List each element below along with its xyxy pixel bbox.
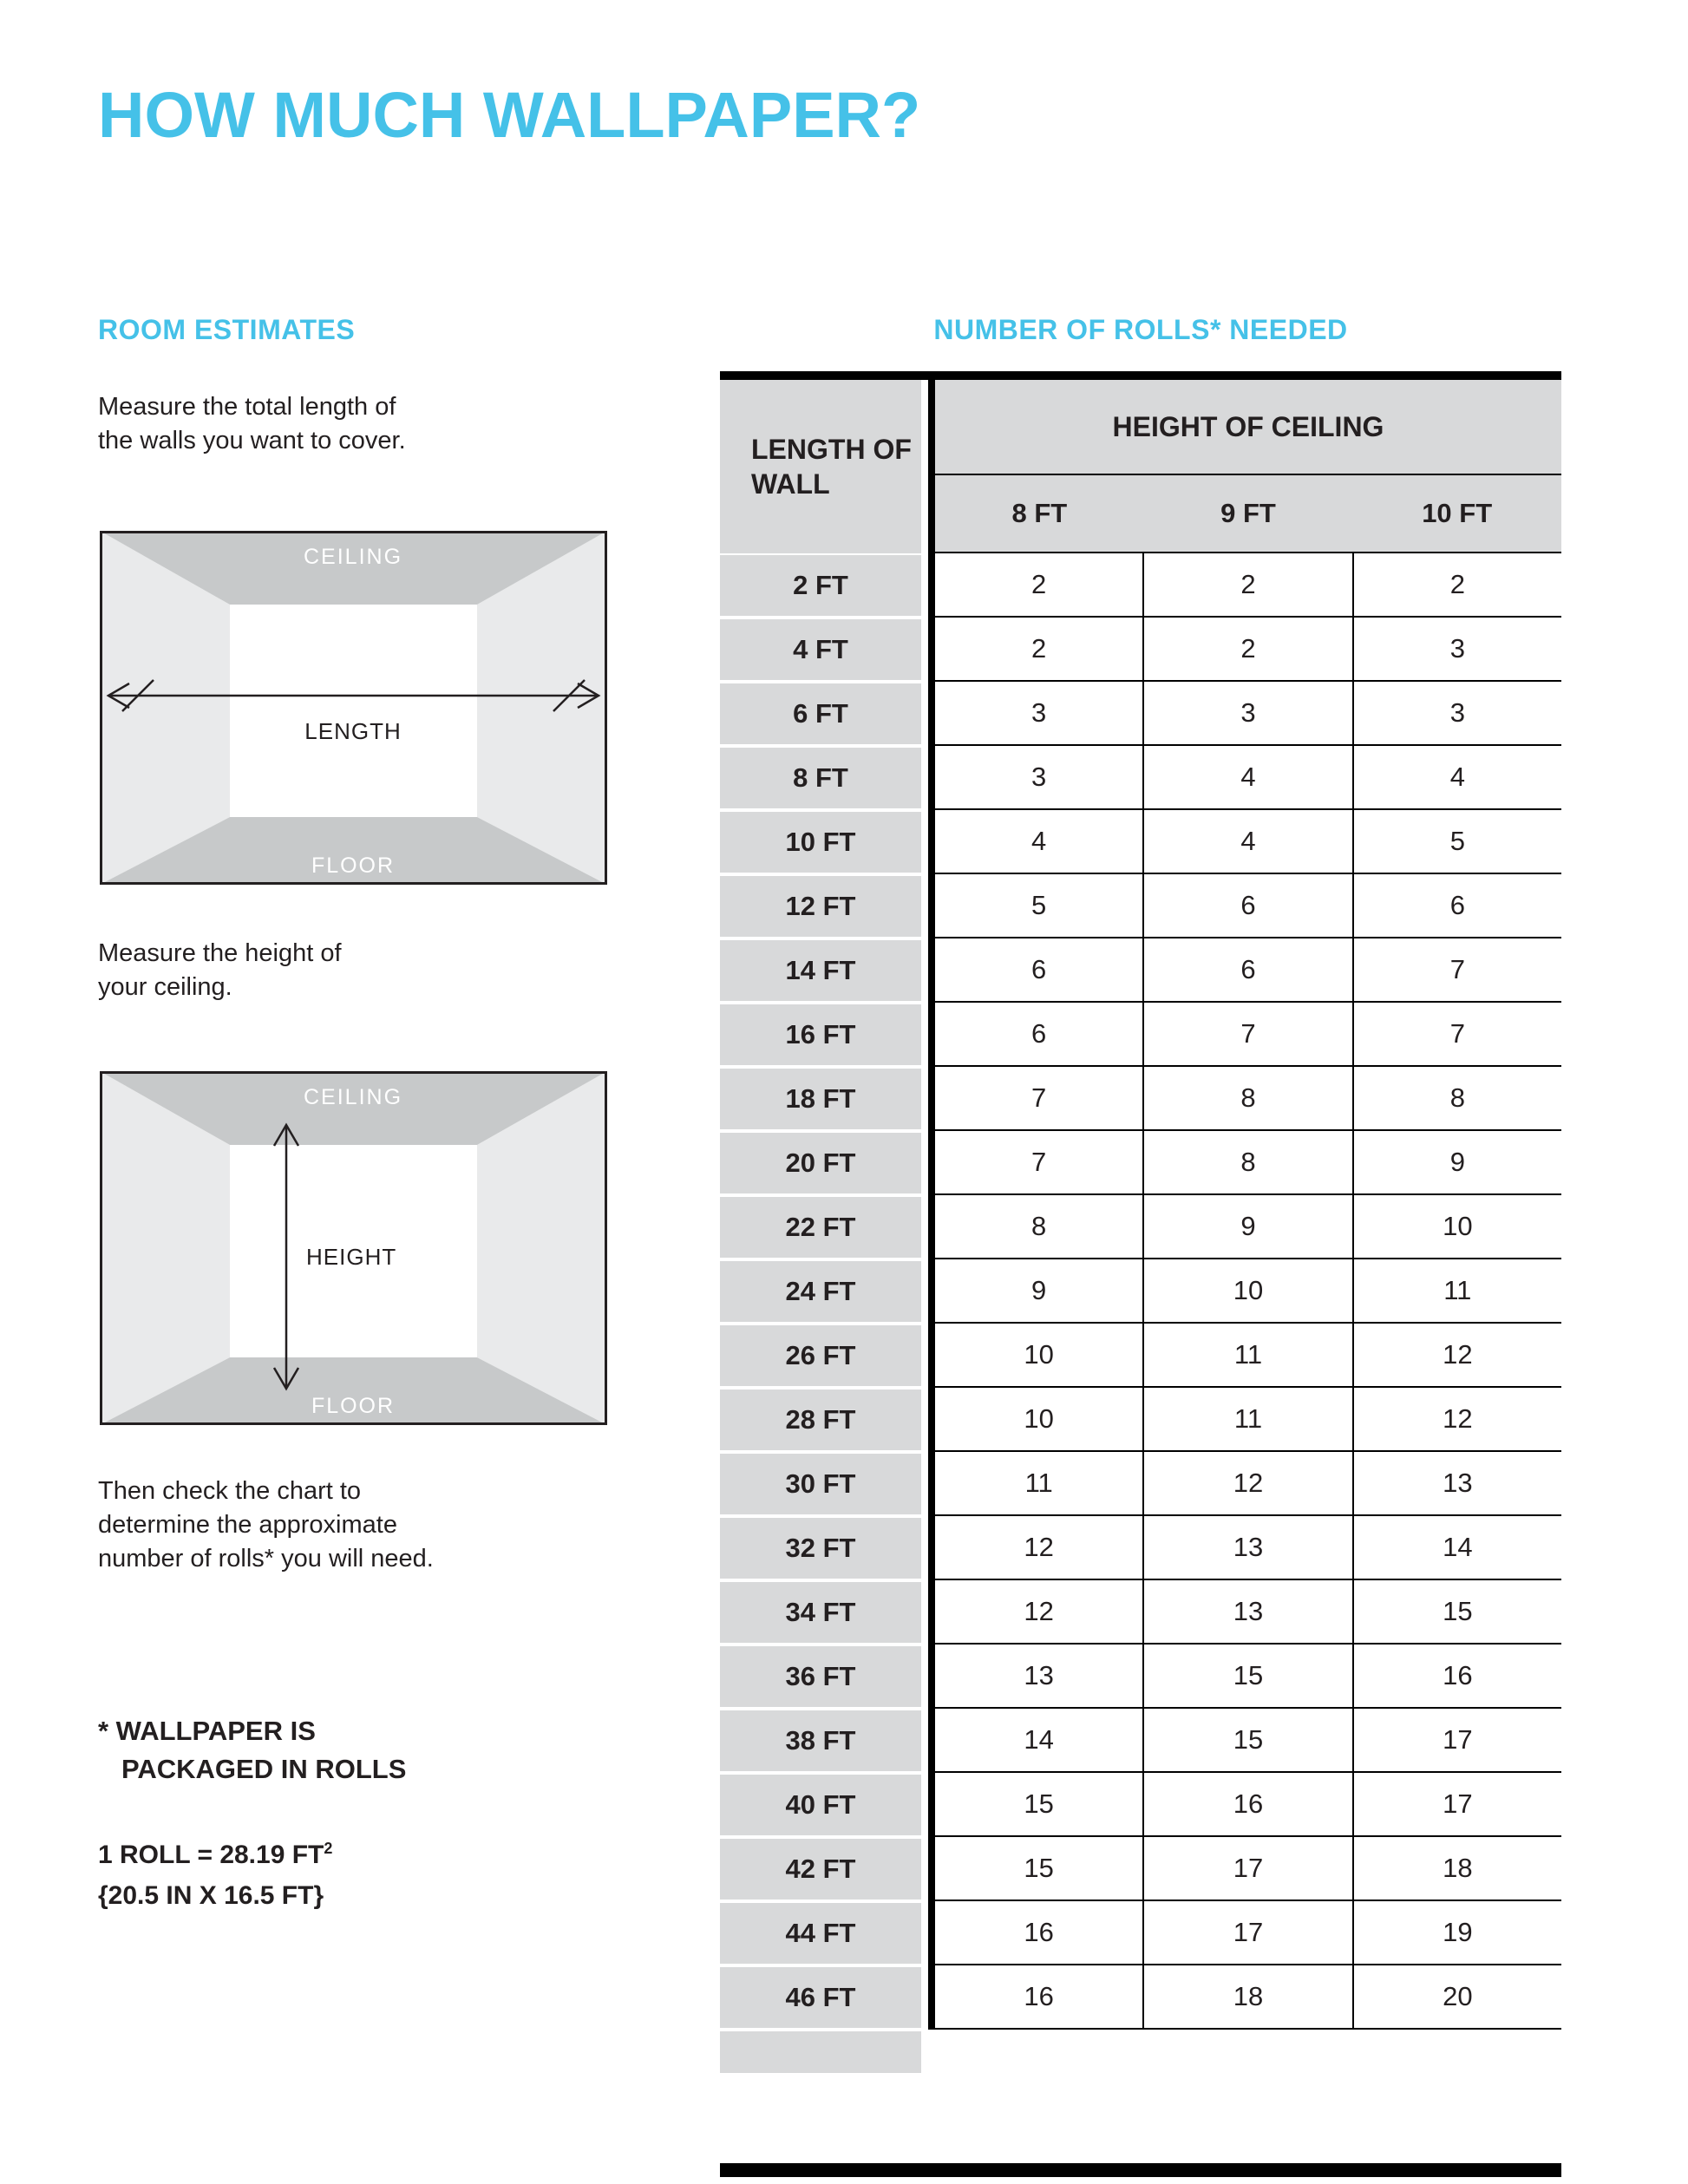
10ft-rolls-cell: 17 bbox=[1352, 1709, 1561, 1773]
rolls-table bbox=[720, 371, 1561, 2073]
text-line: Measure the total length of bbox=[98, 393, 396, 421]
8ft-rolls-cell: 6 bbox=[935, 1003, 1142, 1067]
table-row bbox=[720, 1837, 1561, 1901]
8ft-rolls-cell: 16 bbox=[935, 1965, 1142, 2030]
9ft-rolls-cell: 12 bbox=[1142, 1452, 1351, 1516]
table-row bbox=[720, 1131, 1561, 1195]
wall-length-cell: 8 FT bbox=[720, 748, 921, 808]
10ft-rolls-cell: 9 bbox=[1352, 1131, 1561, 1195]
wall-length-cell: 40 FT bbox=[720, 1775, 921, 1835]
table-row bbox=[720, 682, 1561, 746]
roll-dimensions-line: {20.5 IN X 16.5 FT} bbox=[98, 1881, 324, 1910]
10ft-rolls-cell: 11 bbox=[1352, 1259, 1561, 1324]
instruction-step-1 bbox=[98, 390, 406, 458]
col-header-length-of-wall: LENGTH OF WALL bbox=[720, 380, 921, 553]
table-row bbox=[720, 1388, 1561, 1452]
10ft-rolls-cell: 8 bbox=[1352, 1067, 1561, 1131]
8ft-rolls-cell: 2 bbox=[935, 553, 1142, 618]
table-row bbox=[720, 1452, 1561, 1516]
9ft-rolls-cell: 9 bbox=[1142, 1195, 1351, 1259]
instruction-step-2 bbox=[98, 937, 342, 1004]
9ft-rolls-cell: 2 bbox=[1142, 553, 1351, 618]
col-header-10ft: 10 FT bbox=[1422, 498, 1493, 528]
10ft-rolls-cell: 20 bbox=[1352, 1965, 1561, 2030]
8ft-rolls-cell: 4 bbox=[935, 810, 1142, 874]
table-row bbox=[720, 1324, 1561, 1388]
text-line: * WALLPAPER IS bbox=[98, 1716, 316, 1746]
8ft-rolls-cell: 6 bbox=[935, 938, 1142, 1003]
table-row bbox=[720, 1067, 1561, 1131]
9ft-rolls-cell: 4 bbox=[1142, 746, 1351, 810]
9ft-rolls-cell: 6 bbox=[1142, 938, 1351, 1003]
9ft-rolls-cell: 6 bbox=[1142, 874, 1351, 938]
ceiling-label: CEILING bbox=[303, 1085, 403, 1109]
table-row bbox=[720, 1645, 1561, 1709]
room-estimates-heading: ROOM ESTIMATES bbox=[98, 314, 356, 345]
length-label: LENGTH bbox=[304, 718, 402, 744]
text-line: Measure the height of bbox=[98, 939, 342, 967]
table-row bbox=[720, 746, 1561, 810]
wall-length-cell: 4 FT bbox=[720, 619, 921, 680]
8ft-rolls-cell: 12 bbox=[935, 1516, 1142, 1580]
floor-label: FLOOR bbox=[311, 853, 396, 878]
8ft-rolls-cell: 16 bbox=[935, 1901, 1142, 1965]
8ft-rolls-cell: 9 bbox=[935, 1259, 1142, 1324]
9ft-rolls-cell: 17 bbox=[1142, 1837, 1351, 1901]
10ft-rolls-cell: 13 bbox=[1352, 1452, 1561, 1516]
table-bottom-border bbox=[720, 2163, 1561, 2177]
table-row bbox=[720, 874, 1561, 938]
table-row bbox=[720, 1516, 1561, 1580]
table-row bbox=[720, 618, 1561, 682]
length-diagram bbox=[100, 531, 607, 885]
wall-length-cell: 10 FT bbox=[720, 812, 921, 873]
10ft-rolls-cell: 2 bbox=[1352, 553, 1561, 618]
10ft-rolls-cell: 7 bbox=[1352, 1003, 1561, 1067]
9ft-rolls-cell: 11 bbox=[1142, 1388, 1351, 1452]
wall-length-cell: 30 FT bbox=[720, 1454, 921, 1514]
8ft-rolls-cell: 15 bbox=[935, 1837, 1142, 1901]
9ft-rolls-cell: 13 bbox=[1142, 1516, 1351, 1580]
9ft-rolls-cell: 11 bbox=[1142, 1324, 1351, 1388]
rolls-table-body bbox=[720, 553, 1561, 2030]
roll-size-info bbox=[98, 1828, 332, 1916]
wall-length-cell: 46 FT bbox=[720, 1967, 921, 2028]
wall-length-cell: 42 FT bbox=[720, 1839, 921, 1900]
roll-area-line bbox=[98, 1828, 332, 1875]
9ft-rolls-cell: 18 bbox=[1142, 1965, 1351, 2030]
floor-label: FLOOR bbox=[311, 1394, 396, 1418]
text-line: Then check the chart to bbox=[98, 1477, 362, 1505]
table-row bbox=[720, 938, 1561, 1003]
9ft-rolls-cell: 7 bbox=[1142, 1003, 1351, 1067]
text-line: determine the approximate bbox=[98, 1511, 397, 1539]
9ft-rolls-cell: 13 bbox=[1142, 1580, 1351, 1645]
10ft-rolls-cell: 19 bbox=[1352, 1901, 1561, 1965]
10ft-rolls-cell: 10 bbox=[1352, 1195, 1561, 1259]
9ft-rolls-cell: 15 bbox=[1142, 1709, 1351, 1773]
instruction-step-3 bbox=[98, 1475, 434, 1576]
9ft-rolls-cell: 10 bbox=[1142, 1259, 1351, 1324]
table-row bbox=[720, 1003, 1561, 1067]
10ft-rolls-cell: 14 bbox=[1352, 1516, 1561, 1580]
8ft-rolls-cell: 2 bbox=[935, 618, 1142, 682]
wall-length-cell: 32 FT bbox=[720, 1518, 921, 1579]
page-title: HOW MUCH WALLPAPER? bbox=[98, 79, 921, 151]
table-row bbox=[720, 1580, 1561, 1645]
col-header-8ft: 8 FT bbox=[1011, 498, 1068, 528]
10ft-rolls-cell: 3 bbox=[1352, 682, 1561, 746]
9ft-rolls-cell: 4 bbox=[1142, 810, 1351, 874]
wall-length-cell: 24 FT bbox=[720, 1261, 921, 1322]
wall-length-cell: 2 FT bbox=[720, 555, 921, 616]
10ft-rolls-cell: 18 bbox=[1352, 1837, 1561, 1901]
wall-length-cell: 16 FT bbox=[720, 1004, 921, 1065]
height-label: HEIGHT bbox=[306, 1244, 397, 1270]
8ft-rolls-cell: 11 bbox=[935, 1452, 1142, 1516]
ceiling-label: CEILING bbox=[303, 545, 403, 569]
text-line: the walls you want to cover. bbox=[98, 427, 406, 454]
wall-length-cell: 44 FT bbox=[720, 1903, 921, 1964]
10ft-rolls-cell: 15 bbox=[1352, 1580, 1561, 1645]
col-header-9ft: 9 FT bbox=[1220, 498, 1276, 528]
table-row bbox=[720, 1709, 1561, 1773]
wall-length-cell: 12 FT bbox=[720, 876, 921, 937]
9ft-rolls-cell: 17 bbox=[1142, 1901, 1351, 1965]
wall-length-cell: 28 FT bbox=[720, 1390, 921, 1450]
text-line: your ceiling. bbox=[98, 973, 232, 1001]
text-line: number of rolls* you will need. bbox=[98, 1545, 434, 1573]
table-vertical-divider bbox=[928, 380, 935, 2030]
10ft-rolls-cell: 5 bbox=[1352, 810, 1561, 874]
text-line: PACKAGED IN ROLLS bbox=[121, 1754, 407, 1784]
table-row bbox=[720, 1195, 1561, 1259]
wall-length-cell: 18 FT bbox=[720, 1069, 921, 1129]
8ft-rolls-cell: 10 bbox=[935, 1388, 1142, 1452]
ceiling-height-subheaders bbox=[935, 475, 1561, 553]
table-footer-stub bbox=[720, 2031, 921, 2073]
wallpaper-rolls-footnote bbox=[98, 1712, 406, 1788]
table-header bbox=[720, 380, 1561, 553]
wall-length-cell: 20 FT bbox=[720, 1133, 921, 1193]
wall-length-cell: 38 FT bbox=[720, 1710, 921, 1771]
height-diagram bbox=[100, 1071, 607, 1425]
9ft-rolls-cell: 16 bbox=[1142, 1773, 1351, 1837]
table-header-right bbox=[935, 380, 1561, 553]
wall-length-cell: 6 FT bbox=[720, 683, 921, 744]
10ft-rolls-cell: 3 bbox=[1352, 618, 1561, 682]
wall-length-cell: 22 FT bbox=[720, 1197, 921, 1258]
8ft-rolls-cell: 12 bbox=[935, 1580, 1142, 1645]
table-row bbox=[720, 810, 1561, 874]
8ft-rolls-cell: 15 bbox=[935, 1773, 1142, 1837]
8ft-rolls-cell: 7 bbox=[935, 1067, 1142, 1131]
wall-length-cell: 26 FT bbox=[720, 1325, 921, 1386]
8ft-rolls-cell: 10 bbox=[935, 1324, 1142, 1388]
superscript-2: 2 bbox=[324, 1840, 333, 1857]
8ft-rolls-cell: 8 bbox=[935, 1195, 1142, 1259]
10ft-rolls-cell: 7 bbox=[1352, 938, 1561, 1003]
table-row bbox=[720, 1259, 1561, 1324]
col-group-header-height-of-ceiling: HEIGHT OF CEILING bbox=[935, 380, 1561, 475]
wall-length-cell: 36 FT bbox=[720, 1646, 921, 1707]
back-wall bbox=[230, 605, 477, 817]
table-row bbox=[720, 553, 1561, 618]
8ft-rolls-cell: 3 bbox=[935, 682, 1142, 746]
9ft-rolls-cell: 8 bbox=[1142, 1131, 1351, 1195]
8ft-rolls-cell: 7 bbox=[935, 1131, 1142, 1195]
8ft-rolls-cell: 13 bbox=[935, 1645, 1142, 1709]
table-row bbox=[720, 1901, 1561, 1965]
10ft-rolls-cell: 4 bbox=[1352, 746, 1561, 810]
table-row bbox=[720, 1965, 1561, 2030]
roll-area-text: 1 ROLL = 28.19 FT bbox=[98, 1841, 324, 1869]
rolls-table-heading: NUMBER OF ROLLS* NEEDED bbox=[933, 314, 1348, 345]
9ft-rolls-cell: 15 bbox=[1142, 1645, 1351, 1709]
9ft-rolls-cell: 2 bbox=[1142, 618, 1351, 682]
9ft-rolls-cell: 8 bbox=[1142, 1067, 1351, 1131]
10ft-rolls-cell: 16 bbox=[1352, 1645, 1561, 1709]
10ft-rolls-cell: 12 bbox=[1352, 1388, 1561, 1452]
9ft-rolls-cell: 3 bbox=[1142, 682, 1351, 746]
wall-length-cell: 14 FT bbox=[720, 940, 921, 1001]
wall-length-cell: 34 FT bbox=[720, 1582, 921, 1643]
10ft-rolls-cell: 12 bbox=[1352, 1324, 1561, 1388]
8ft-rolls-cell: 5 bbox=[935, 874, 1142, 938]
10ft-rolls-cell: 6 bbox=[1352, 874, 1561, 938]
8ft-rolls-cell: 3 bbox=[935, 746, 1142, 810]
table-row bbox=[720, 1773, 1561, 1837]
10ft-rolls-cell: 17 bbox=[1352, 1773, 1561, 1837]
8ft-rolls-cell: 14 bbox=[935, 1709, 1142, 1773]
